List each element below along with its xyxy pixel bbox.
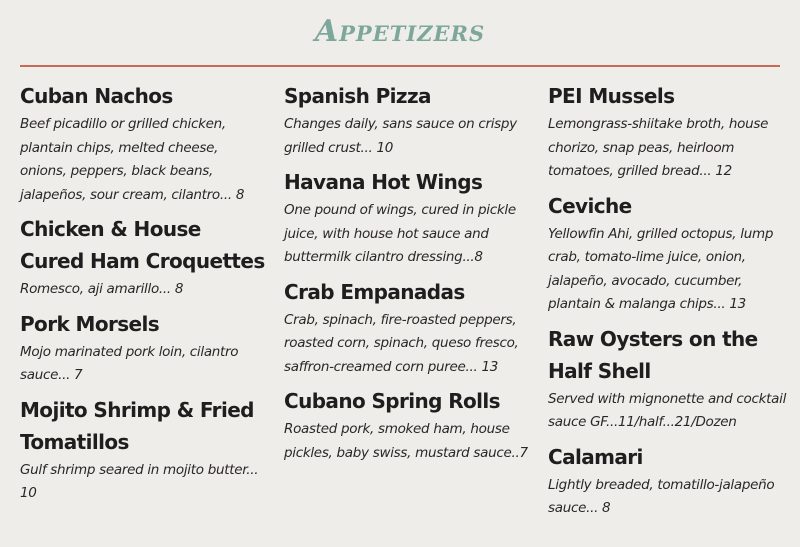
menu-item-name: Mojito Shrimp & Fried Tomatillos xyxy=(20,397,254,454)
menu-item-description: Lightly breaded, tomatillo-jalapeño sauce... 8 xyxy=(548,476,775,516)
menu-column-2 xyxy=(284,80,532,471)
menu-item-name: Raw Oysters on the Half Shell xyxy=(548,326,758,383)
menu-item-name: Pork Morsels xyxy=(20,311,160,336)
menu-item xyxy=(548,190,788,317)
menu-item xyxy=(284,385,532,465)
menu-item xyxy=(20,80,268,207)
menu-item xyxy=(548,323,788,435)
menu-item xyxy=(284,276,532,380)
menu-item xyxy=(20,394,268,506)
menu-item-name: Spanish Pizza xyxy=(284,84,431,108)
menu-item-description: Changes daily, sans sauce on crispy grilled crust... 10 xyxy=(284,116,517,156)
menu-item-description: Yellowfin Ahi, grilled octopus, lump crab, tomato-lime juice, onion, jalapeño, avocado, cucumber, plantain & malanga chips... 13 xyxy=(548,225,774,312)
menu-item-description: One pound of wings, cured in pickle juice, with house hot sauce and buttermilk cilantro dressing...8 xyxy=(284,202,516,265)
menu-item-name: Cubano Spring Rolls xyxy=(284,389,500,413)
menu-item-description: Beef picadillo or grilled chicken, plantain chips, melted cheese, onions, peppers, black beans, jalapeños, sour cream, cilantro... 8 xyxy=(20,116,245,203)
menu-item-description: Gulf shrimp seared in mojito butter... 10 xyxy=(20,461,259,501)
menu-column-3 xyxy=(548,80,788,527)
menu-item-name: Havana Hot Wings xyxy=(284,170,483,194)
menu-item-description: Crab, spinach, fire-roasted peppers, roasted corn, spinach, queso fresco, saffron-creamed corn puree... 13 xyxy=(284,311,519,375)
menu-item xyxy=(284,166,532,270)
menu-item-name: Cuban Nachos xyxy=(20,84,173,108)
menu-item xyxy=(548,80,788,184)
menu-item-description: Roasted pork, smoked ham, house pickles, baby swiss, mustard sauce..7 xyxy=(284,421,528,461)
menu-item xyxy=(284,80,532,160)
menu-item xyxy=(20,308,268,388)
section-title: Appetizers xyxy=(314,14,486,49)
menu-item-description: Romesco, aji amarillo... 8 xyxy=(20,281,184,297)
menu-item-name: Ceviche xyxy=(548,193,632,218)
menu-column-1 xyxy=(20,80,268,512)
menu-item-name: Crab Empanadas xyxy=(284,279,465,304)
menu-item-name: Calamari xyxy=(548,444,643,469)
menu-item xyxy=(548,441,788,521)
title-divider xyxy=(20,65,780,67)
menu-item xyxy=(20,213,268,302)
menu-item-description: Mojo marinated pork loin, cilantro sauce... 7 xyxy=(20,343,239,383)
menu-item-description: Lemongrass-shiitake broth, house chorizo, snap peas, heirloom tomatoes, grilled bread... 12 xyxy=(548,116,769,179)
menu-item-name: PEI Mussels xyxy=(548,84,675,108)
menu-item-description: Served with mignonette and cocktail sauce GF...11/half...21/Dozen xyxy=(548,390,787,430)
menu-item-name: Chicken & House Cured Ham Croquettes xyxy=(20,217,265,273)
